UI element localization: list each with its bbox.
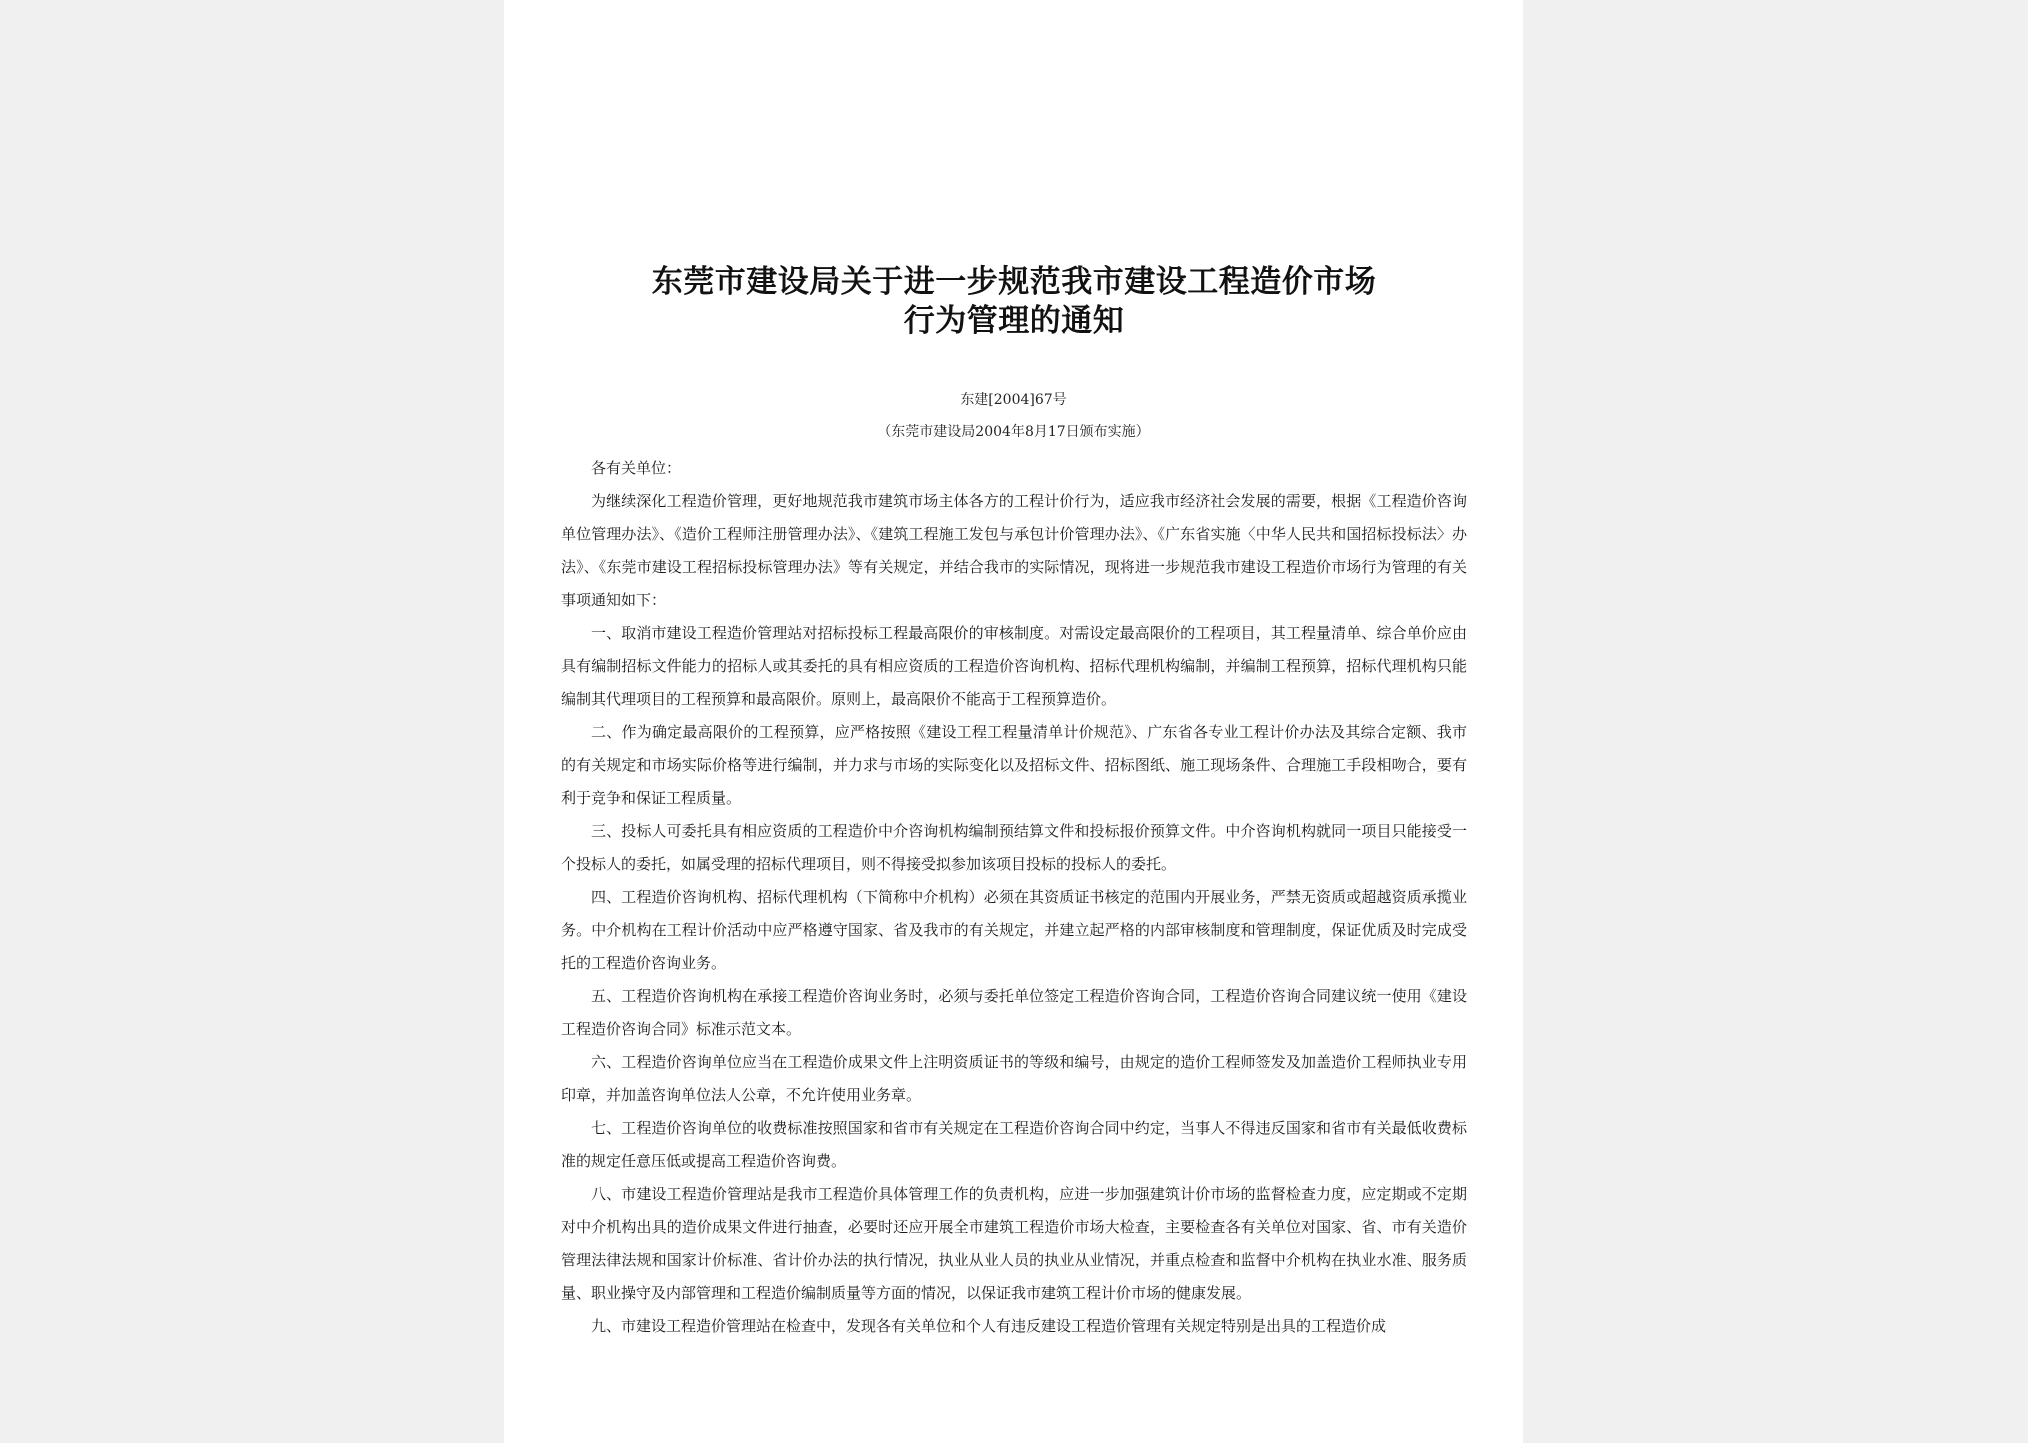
paragraph-item-5: 五、工程造价咨询机构在承接工程造价咨询业务时，必须与委托单位签定工程造价咨询合同，工程造价咨询合同建议统一使用《建设工程造价咨询合同》标准示范文本。 bbox=[561, 987, 1467, 1038]
paragraph-item-7: 七、工程造价咨询单位的收费标准按照国家和省市有关规定在工程造价咨询合同中约定，当事人不得违反国家和省市有关最低收费标准的规定任意压低或提高工程造价咨询费。 bbox=[561, 1119, 1467, 1170]
title-line-1: 东莞市建设局关于进一步规范我市建设工程造价市场 bbox=[651, 264, 1377, 300]
document-body bbox=[561, 452, 1467, 1343]
paragraph-item-1: 一、取消市建设工程造价管理站对招标投标工程最高限价的审核制度。对需设定最高限价的工程项目，其工程量清单、综合单价应由具有编制招标文件能力的招标人或其委托的具有相应资质的工程造价咨询机构、招标代理机构编制，并编制工程预算，招标代理机构只能编制其代理项目的工程预算和最高限价。原则上，最高限价不能高于工程预算造价。 bbox=[561, 624, 1467, 708]
document-title bbox=[574, 263, 1454, 341]
paragraph-item-2: 二、作为确定最高限价的工程预算，应严格按照《建设工程工程量清单计价规范》、广东省各专业工程计价办法及其综合定额、我市的有关规定和市场实际价格等进行编制，并力求与市场的实际变化以及招标文件、招标图纸、施工现场条件、合理施工手段相吻合，要有利于竞争和保证工程质量。 bbox=[561, 723, 1467, 807]
document-number: 东建[2004]67号 bbox=[960, 392, 1067, 408]
issue-note: （东莞市建设局2004年8月17日颁布实施） bbox=[877, 424, 1150, 440]
paragraph-item-8: 八、市建设工程造价管理站是我市工程造价具体管理工作的负责机构，应进一步加强建筑计价市场的监督检查力度，应定期或不定期对中介机构出具的造价成果文件进行抽查，必要时还应开展全市建筑工程造价市场大检查，主要检查各有关单位对国家、省、市有关造价管理法律法规和国家计价标准、省计价办法的执行情况，执业从业人员的执业从业情况，并重点检查和监督中介机构在执业水准、服务质量、职业操守及内部管理和工程造价编制质量等方面的情况，以保证我市建筑工程计价市场的健康发展。 bbox=[561, 1185, 1467, 1302]
salutation: 各有关单位： bbox=[591, 459, 682, 477]
paragraph-intro: 为继续深化工程造价管理，更好地规范我市建筑市场主体各方的工程计价行为，适应我市经济社会发展的需要，根据《工程造价咨询单位管理办法》、《造价工程师注册管理办法》、《建筑工程施工发包与承包计价管理办法》、《广东省实施〈中华人民共和国招标投标法〉办法》、《东莞市建设工程招标投标管理办法》等有关规定，并结合我市的实际情况，现将进一步规范我市建设工程造价市场行为管理的有关事项通知如下： bbox=[561, 492, 1467, 609]
paragraph-item-4: 四、工程造价咨询机构、招标代理机构（下简称中介机构）必须在其资质证书核定的范围内开展业务，严禁无资质或超越资质承揽业务。中介机构在工程计价活动中应严格遵守国家、省及我市的有关规定，并建立起严格的内部审核制度和管理制度，保证优质及时完成受托的工程造价咨询业务。 bbox=[561, 888, 1467, 972]
paragraph-item-3: 三、投标人可委托具有相应资质的工程造价中介咨询机构编制预结算文件和投标报价预算文件。中介咨询机构就同一项目只能接受一个投标人的委托，如属受理的招标代理项目，则不得接受拟参加该项目投标的投标人的委托。 bbox=[561, 822, 1467, 873]
title-line-2: 行为管理的通知 bbox=[903, 303, 1125, 339]
paragraph-item-9: 九、市建设工程造价管理站在检查中，发现各有关单位和个人有违反建设工程造价管理有关规定特别是出具的工程造价成 bbox=[591, 1317, 1387, 1335]
document-page bbox=[504, 0, 1523, 1443]
paragraph-item-6: 六、工程造价咨询单位应当在工程造价成果文件上注明资质证书的等级和编号，由规定的造价工程师签发及加盖造价工程师执业专用印章，并加盖咨询单位法人公章，不允许使用业务章。 bbox=[561, 1053, 1467, 1104]
